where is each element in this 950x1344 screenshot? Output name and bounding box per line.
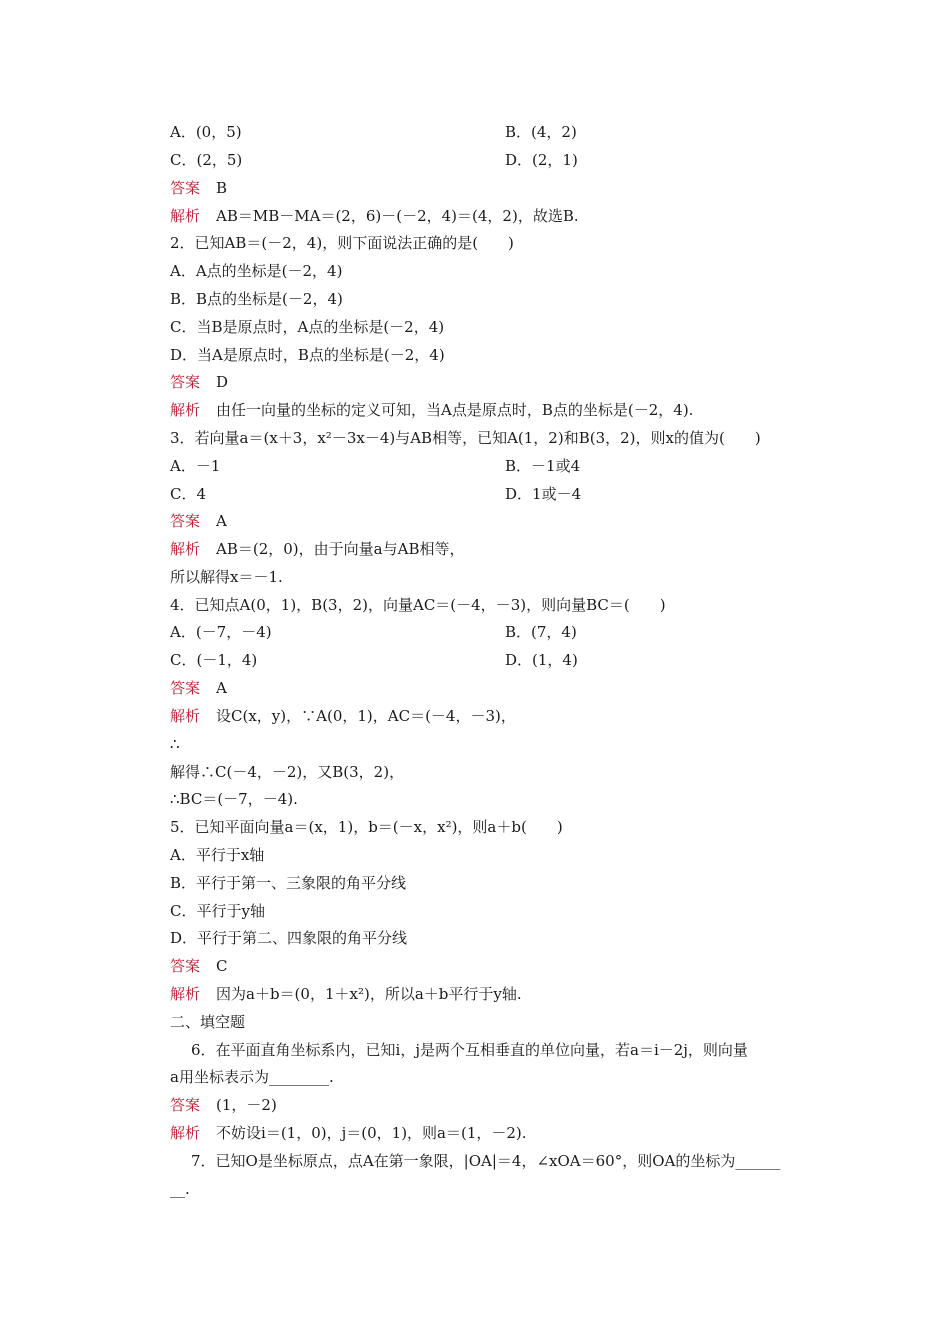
q4-answer: A bbox=[216, 679, 227, 697]
answer-tag: 答案 bbox=[170, 679, 201, 697]
q4-therefore: ∴ bbox=[170, 735, 180, 753]
q5-option-d: D．平行于第二、四象限的角平分线 bbox=[170, 929, 408, 947]
q3-answer-line bbox=[170, 511, 227, 531]
q6-stem: 6．在平面直角坐标系内，已知i，j是两个互相垂直的单位向量，若a＝i－2j，则向量 bbox=[191, 1041, 748, 1059]
analysis-tag: 解析 bbox=[170, 540, 201, 558]
q3-analysis-line bbox=[170, 539, 464, 559]
q2-option-d: D．当A是原点时，B点的坐标是(－2，4) bbox=[170, 346, 445, 364]
q4-option-d: D．(1，4) bbox=[505, 651, 578, 669]
answer-tag: 答案 bbox=[170, 179, 201, 197]
q5-stem: 5．已知平面向量a＝(x，1)，b＝(－x，x²)，则a＋b( ) bbox=[170, 818, 563, 836]
q3-option-b: B．－1或4 bbox=[505, 457, 581, 475]
q6-answer: (1，－2) bbox=[216, 1096, 277, 1114]
q6-analysis: 不妨设i＝(1，0)，j＝(0，1)，则a＝(1，－2). bbox=[216, 1124, 527, 1142]
q3-option-c: C．4 bbox=[170, 485, 207, 503]
q1-option-d: D．(2，1) bbox=[505, 151, 578, 169]
q6-answer-line bbox=[170, 1095, 277, 1115]
q7-stem: 7．已知O是坐标原点，点A在第一象限，|OA|＝4，∠xOA＝60°，则OA的坐标为______ bbox=[191, 1152, 781, 1170]
q7-stem-2: __. bbox=[170, 1180, 190, 1198]
q1-answer: B bbox=[216, 179, 228, 197]
q4-solution-line: 解得∴C(－4，－2)，又B(3，2)， bbox=[170, 763, 405, 781]
q4-option-a: A．(－7，－4) bbox=[170, 623, 272, 641]
q2-option-b: B．B点的坐标是(－2，4) bbox=[170, 290, 343, 308]
q1-option-c: C．(2，5) bbox=[170, 151, 243, 169]
q5-answer: C bbox=[216, 957, 228, 975]
answer-tag: 答案 bbox=[170, 512, 201, 530]
q4-analysis-line bbox=[170, 706, 516, 726]
q4-result-line: ∴BC＝(－7，－4). bbox=[170, 790, 298, 808]
analysis-tag: 解析 bbox=[170, 401, 201, 419]
q3-answer: A bbox=[216, 512, 227, 530]
answer-tag: 答案 bbox=[170, 1096, 201, 1114]
answer-tag: 答案 bbox=[170, 957, 201, 975]
q4-option-b: B．(7，4) bbox=[505, 623, 577, 641]
analysis-tag: 解析 bbox=[170, 707, 201, 725]
q5-answer-line bbox=[170, 956, 228, 976]
q2-analysis: 由任一向量的坐标的定义可知，当A点是原点时，B点的坐标是(－2，4). bbox=[216, 401, 694, 419]
q1-analysis: AB＝MB－MA＝(2，6)－(－2，4)＝(4，2)，故选B. bbox=[216, 207, 579, 225]
q2-stem: 2．已知AB＝(－2，4)，则下面说法正确的是( ) bbox=[170, 234, 514, 252]
q4-answer-line bbox=[170, 678, 227, 698]
q5-option-c: C．平行于y轴 bbox=[170, 902, 265, 920]
q2-answer: D bbox=[216, 373, 229, 391]
analysis-tag: 解析 bbox=[170, 1124, 201, 1142]
q2-answer-line bbox=[170, 372, 228, 392]
q4-option-c: C．(－1，4) bbox=[170, 651, 258, 669]
q5-option-b: B．平行于第一、三象限的角平分线 bbox=[170, 874, 407, 892]
q4-stem: 4．已知点A(0，1)，B(3，2)，向量AC＝(－4，－3)，则向量BC＝( ) bbox=[170, 596, 666, 614]
q3-analysis-line-2: 所以解得x＝－1. bbox=[170, 568, 283, 586]
q1-answer-line bbox=[170, 178, 227, 198]
q2-option-a: A．A点的坐标是(－2，4) bbox=[170, 262, 343, 280]
q1-analysis-line bbox=[170, 206, 579, 226]
q6-stem-2: a用坐标表示为________. bbox=[170, 1068, 334, 1086]
q3-option-a: A．－1 bbox=[170, 457, 221, 475]
q3-option-d: D．1或－4 bbox=[505, 485, 582, 503]
q1-option-b: B．(4，2) bbox=[505, 123, 577, 141]
q5-option-a: A．平行于x轴 bbox=[170, 846, 265, 864]
q2-analysis-line bbox=[170, 400, 693, 420]
q1-option-a: A．(0，5) bbox=[170, 123, 242, 141]
q2-option-c: C．当B是原点时，A点的坐标是(－2，4) bbox=[170, 318, 445, 336]
q5-analysis-line bbox=[170, 984, 522, 1004]
section-heading: 二、填空题 bbox=[170, 1013, 246, 1031]
q4-analysis: 设C(x，y)，∵A(0，1)，AC＝(－4，－3)， bbox=[216, 707, 516, 725]
q3-analysis: AB＝(2，0)，由于向量a与AB相等， bbox=[216, 540, 465, 558]
answer-tag: 答案 bbox=[170, 373, 201, 391]
q5-analysis: 因为a＋b＝(0，1＋x²)，所以a＋b平行于y轴. bbox=[216, 985, 522, 1003]
q6-analysis-line bbox=[170, 1123, 527, 1143]
q3-stem: 3．若向量a＝(x＋3，x²－3x－4)与AB相等，已知A(1，2)和B(3，2)，则x的值为( ) bbox=[170, 429, 761, 447]
analysis-tag: 解析 bbox=[170, 207, 201, 225]
analysis-tag: 解析 bbox=[170, 985, 201, 1003]
